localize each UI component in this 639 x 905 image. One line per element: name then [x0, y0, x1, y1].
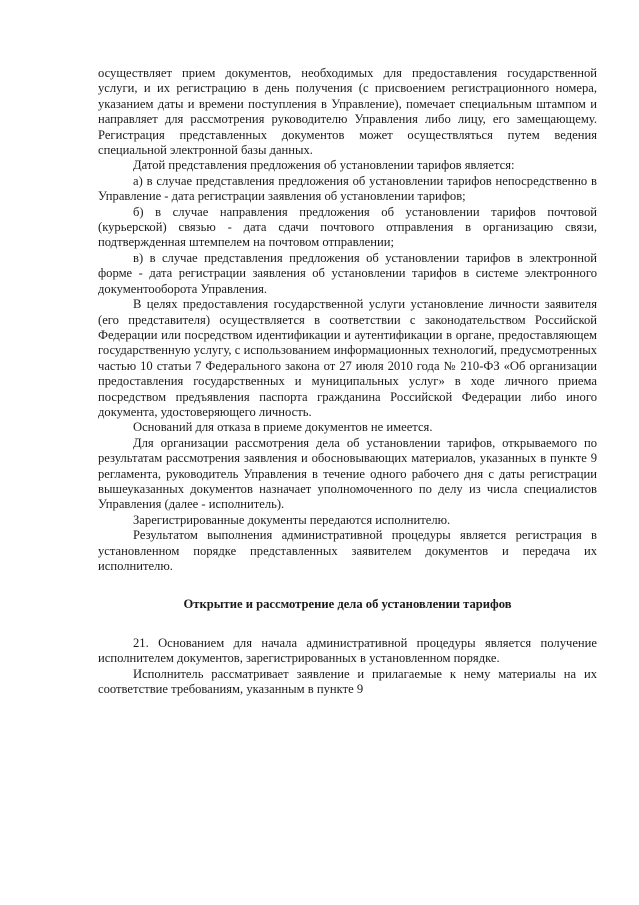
paragraph-submission-date-intro: Датой представления предложения об установлении тарифов является: — [133, 158, 515, 173]
section-heading: Открытие и рассмотрение дела об установлении тарифов — [183, 597, 512, 612]
paragraph-no-refusal-grounds: Оснований для отказа в приеме документов не имеется. — [133, 420, 433, 435]
document-body — [98, 66, 597, 697]
list-item-c: в) в случае представления предложения об установлении тарифов в электронной форме - дата регистрации заявления об установлении тарифов в системе электронного документооборота Управления. — [98, 250, 597, 296]
paragraph-documents-transferred: Зарегистрированные документы передаются исполнителю. — [133, 512, 451, 527]
paragraph-appoint-executor: Для организации рассмотрения дела об установлении тарифов, открываемого по результатам рассмотрения заявления и обосновывающих материалов, указанных в пункте 9 регламента, руководитель Управления в течение одного рабочего дня с даты регистрации вышеуказанных документов назначает уполномоченного по делу из числа специалистов Управления (далее - исполнитель). — [98, 435, 597, 512]
list-item-b: б) в случае направления предложения об установлении тарифов почтовой (курьерской) связью - дата сдачи почтового отправления в организацию связи, подтвержденная штемпелем на почтовом отправлении; — [98, 204, 597, 250]
paragraph-registration: осуществляет прием документов, необходимых для предоставления государственной услуги, и их регистрацию в день получения (с присвоением регистрационного номера, указанием даты и времени поступления в Управление), помечает специальным штампом и направляет для рассмотрения руководителю Управления либо лицу, его замещающему. Регистрация представленных документов может осуществляться путем ведения специальной электронной базы данных. — [98, 66, 597, 158]
paragraph-21: 21. Основанием для начала административной процедуры является получение исполнителем документов, зарегистрированных в установленном порядке. — [98, 635, 597, 666]
paragraph-identity-verification: В целях предоставления государственной услуги установление личности заявителя (его представителя) осуществляется в соответствии с законодательством Российской Федерации или посредством идентификации и аутентификации в органе, предоставляющем государственную услугу, с использованием информационных технологий, предусмотренных частью 10 статьи 7 Федерального закона от 27 июля 2010 года № 210-ФЗ «Об организации предоставления государственных и муниципальных услуг» в ходе личного приема посредством предъявления паспорта гражданина Российской Федерации либо иного документа, удостоверяющего личность. — [98, 297, 597, 419]
paragraph-procedure-result: Результатом выполнения административной процедуры является регистрация в установленном порядке представленных заявителем документов и передача их исполнителю. — [98, 528, 597, 573]
paragraph-executor-review: Исполнитель рассматривает заявление и прилагаемые к нему материалы на их соответствие требованиям, указанным в пункте 9 — [98, 666, 597, 697]
list-item-a: а) в случае представления предложения об установлении тарифов непосредственно в Управление - дата регистрации заявления об установлении тарифов; — [98, 173, 597, 204]
